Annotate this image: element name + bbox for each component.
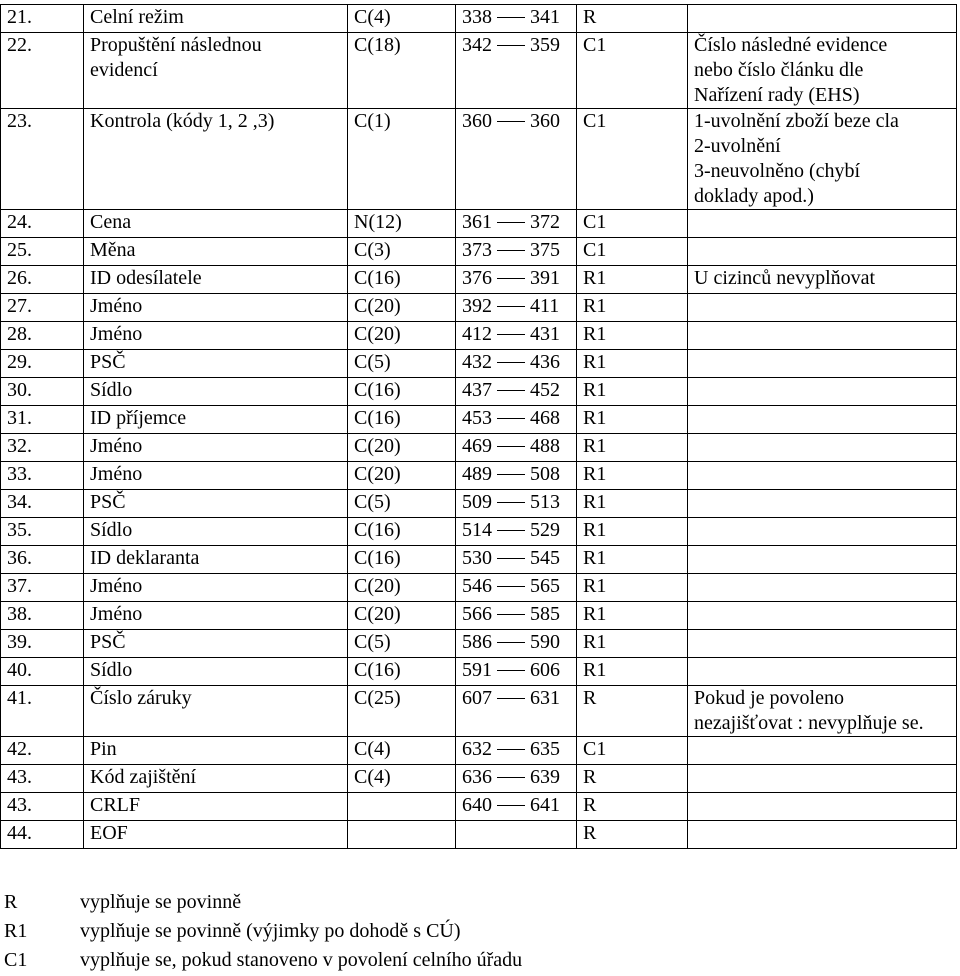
field-position: [456, 574, 577, 602]
field-requirement: R1: [577, 546, 688, 574]
field-note: [688, 294, 957, 322]
field-requirement: R: [577, 5, 688, 33]
field-type: C(3): [348, 238, 456, 266]
field-type: [348, 821, 456, 849]
position-from: 469: [462, 435, 492, 457]
field-number: 23.: [1, 109, 84, 210]
field-position: [456, 658, 577, 686]
field-note: [688, 658, 957, 686]
field-spec-table: [0, 4, 957, 849]
field-note: [688, 350, 957, 378]
field-position: [456, 546, 577, 574]
field-requirement: R1: [577, 490, 688, 518]
legend-item: [0, 888, 522, 917]
position-from: 412: [462, 323, 492, 345]
position-from: 376: [462, 267, 492, 289]
field-name: ID příjemce: [84, 406, 348, 434]
field-position: [456, 462, 577, 490]
position-dash: [497, 777, 525, 778]
table-row: [1, 793, 957, 821]
position-to: 508: [530, 463, 560, 485]
field-name: Jméno: [84, 434, 348, 462]
position-from: 392: [462, 295, 492, 317]
field-number: 33.: [1, 462, 84, 490]
position-dash: [497, 614, 525, 615]
field-number: 22.: [1, 33, 84, 109]
position-to: 359: [530, 34, 560, 56]
field-note: [688, 462, 957, 490]
position-from: 636: [462, 766, 492, 788]
position-to: 590: [530, 631, 560, 653]
position-to: 411: [530, 295, 560, 317]
field-name: Kontrola (kódy 1, 2 ,3): [84, 109, 348, 210]
table-row: [1, 266, 957, 294]
position-from: 514: [462, 519, 492, 541]
position-dash: [497, 530, 525, 531]
position-to: 513: [530, 491, 560, 513]
field-note: [688, 546, 957, 574]
field-requirement: R1: [577, 462, 688, 490]
field-number: 27.: [1, 294, 84, 322]
field-name: Cena: [84, 210, 348, 238]
field-number: 29.: [1, 350, 84, 378]
field-type: C(4): [348, 737, 456, 765]
field-name: ID deklaranta: [84, 546, 348, 574]
field-name: CRLF: [84, 793, 348, 821]
field-position: [456, 434, 577, 462]
position-dash: [497, 642, 525, 643]
field-type: C(1): [348, 109, 456, 210]
position-from: 566: [462, 603, 492, 625]
position-to: 436: [530, 351, 560, 373]
field-position: [456, 737, 577, 765]
field-number: 24.: [1, 210, 84, 238]
field-position: [456, 238, 577, 266]
field-type: C(20): [348, 294, 456, 322]
field-note: [688, 210, 957, 238]
field-position: [456, 406, 577, 434]
position-dash: [497, 250, 525, 251]
field-number: 43.: [1, 793, 84, 821]
position-to: 372: [530, 211, 560, 233]
field-name: ID odesílatele: [84, 266, 348, 294]
field-note: [688, 518, 957, 546]
field-position: [456, 765, 577, 793]
table-row: [1, 322, 957, 350]
field-number: 41.: [1, 686, 84, 737]
field-number: 37.: [1, 574, 84, 602]
position-dash: [497, 805, 525, 806]
field-requirement: R1: [577, 630, 688, 658]
field-position: [456, 5, 577, 33]
table-row: [1, 658, 957, 686]
field-note: [688, 602, 957, 630]
field-number: 28.: [1, 322, 84, 350]
field-note: [688, 490, 957, 518]
field-note: [688, 821, 957, 849]
position-from: 360: [462, 110, 492, 132]
field-number: 36.: [1, 546, 84, 574]
field-position: [456, 602, 577, 630]
table-row: [1, 518, 957, 546]
field-note: [688, 793, 957, 821]
position-from: 432: [462, 351, 492, 373]
field-number: 42.: [1, 737, 84, 765]
field-position: [456, 294, 577, 322]
position-dash: [497, 17, 525, 18]
table-row: [1, 210, 957, 238]
position-from: 342: [462, 34, 492, 56]
field-requirement: R1: [577, 574, 688, 602]
position-to: 431: [530, 323, 560, 345]
field-name: Sídlo: [84, 378, 348, 406]
position-to: 529: [530, 519, 560, 541]
field-number: 30.: [1, 378, 84, 406]
field-name: Pin: [84, 737, 348, 765]
field-name: Kód zajištění: [84, 765, 348, 793]
table-row: [1, 737, 957, 765]
field-note: [688, 574, 957, 602]
field-position: [456, 322, 577, 350]
position-dash: [497, 278, 525, 279]
field-requirement: R1: [577, 350, 688, 378]
field-requirement: R1: [577, 602, 688, 630]
table-row: [1, 109, 957, 210]
position-dash: [497, 502, 525, 503]
field-type: C(20): [348, 574, 456, 602]
field-position: [456, 350, 577, 378]
field-requirement: R1: [577, 406, 688, 434]
position-dash: [497, 306, 525, 307]
field-type: C(18): [348, 33, 456, 109]
position-from: 586: [462, 631, 492, 653]
field-position: [456, 266, 577, 294]
position-from: 546: [462, 575, 492, 597]
field-requirement: C1: [577, 737, 688, 765]
field-note: [688, 406, 957, 434]
table-row: [1, 490, 957, 518]
table-row: [1, 821, 957, 849]
field-name: Sídlo: [84, 658, 348, 686]
legend-text: vyplňuje se povinně: [80, 891, 242, 913]
field-type: C(25): [348, 686, 456, 737]
position-from: 640: [462, 794, 492, 816]
field-type: C(4): [348, 5, 456, 33]
position-from: 489: [462, 463, 492, 485]
field-name: EOF: [84, 821, 348, 849]
field-position: [456, 378, 577, 406]
table-row: [1, 434, 957, 462]
position-from: 591: [462, 659, 492, 681]
position-to: 341: [530, 6, 560, 28]
position-to: 631: [530, 687, 560, 709]
legend-text: vyplňuje se povinně (výjimky po dohodě s CÚ): [80, 920, 461, 942]
table-row: [1, 350, 957, 378]
field-requirement: C1: [577, 210, 688, 238]
position-to: 639: [530, 766, 560, 788]
field-note: [688, 322, 957, 350]
field-type: C(16): [348, 658, 456, 686]
field-requirement: R1: [577, 266, 688, 294]
field-type: C(20): [348, 602, 456, 630]
position-dash: [497, 390, 525, 391]
field-spec-body: [1, 5, 957, 849]
field-name: Jméno: [84, 602, 348, 630]
field-name: Sídlo: [84, 518, 348, 546]
position-to: 545: [530, 547, 560, 569]
field-number: 21.: [1, 5, 84, 33]
field-name: PSČ: [84, 630, 348, 658]
position-from: 338: [462, 6, 492, 28]
position-to: 468: [530, 407, 560, 429]
field-name: Jméno: [84, 294, 348, 322]
field-number: 26.: [1, 266, 84, 294]
legend-code: C1: [4, 949, 28, 971]
position-from: 607: [462, 687, 492, 709]
field-position: [456, 518, 577, 546]
position-from: 373: [462, 239, 492, 261]
field-position: [456, 33, 577, 109]
field-type: C(16): [348, 518, 456, 546]
position-to: 375: [530, 239, 560, 261]
field-note: Číslo následné evidence nebo číslo článku dle Nařízení rady (EHS): [688, 33, 957, 109]
field-position: [456, 821, 577, 849]
field-number: 44.: [1, 821, 84, 849]
field-type: N(12): [348, 210, 456, 238]
table-row: [1, 630, 957, 658]
position-dash: [497, 586, 525, 587]
field-number: 39.: [1, 630, 84, 658]
field-type: C(5): [348, 490, 456, 518]
field-requirement: C1: [577, 109, 688, 210]
position-to: 391: [530, 267, 560, 289]
field-name: Měna: [84, 238, 348, 266]
field-position: [456, 686, 577, 737]
field-requirement: R: [577, 821, 688, 849]
position-dash: [497, 334, 525, 335]
legend-item: [0, 917, 522, 946]
field-requirement: R1: [577, 294, 688, 322]
field-name: PSČ: [84, 490, 348, 518]
field-position: [456, 630, 577, 658]
field-type: C(16): [348, 378, 456, 406]
field-name: Jméno: [84, 462, 348, 490]
field-position: [456, 109, 577, 210]
field-type: C(20): [348, 462, 456, 490]
table-row: [1, 406, 957, 434]
table-row: [1, 378, 957, 406]
field-note: [688, 238, 957, 266]
field-type: C(5): [348, 630, 456, 658]
legend-item: [0, 946, 522, 975]
field-requirement: C1: [577, 33, 688, 109]
field-type: C(20): [348, 434, 456, 462]
field-type: C(5): [348, 350, 456, 378]
field-note: [688, 765, 957, 793]
field-requirement: R: [577, 793, 688, 821]
field-number: 31.: [1, 406, 84, 434]
field-position: [456, 210, 577, 238]
table-row: [1, 462, 957, 490]
field-number: 40.: [1, 658, 84, 686]
field-type: C(4): [348, 765, 456, 793]
field-position: [456, 793, 577, 821]
position-from: 509: [462, 491, 492, 513]
field-type: C(20): [348, 322, 456, 350]
position-dash: [497, 222, 525, 223]
field-note: [688, 434, 957, 462]
field-type: C(16): [348, 546, 456, 574]
field-requirement: R1: [577, 322, 688, 350]
field-name: PSČ: [84, 350, 348, 378]
position-to: 565: [530, 575, 560, 597]
field-name: Celní režim: [84, 5, 348, 33]
field-note: [688, 5, 957, 33]
field-type: [348, 793, 456, 821]
field-requirement: R: [577, 686, 688, 737]
field-position: [456, 490, 577, 518]
legend-text: vyplňuje se, pokud stanoveno v povolení celního úřadu: [80, 949, 523, 971]
field-note: 1-uvolnění zboží beze cla 2-uvolnění 3-neuvolněno (chybí doklady apod.): [688, 109, 957, 210]
position-dash: [497, 45, 525, 46]
field-number: 34.: [1, 490, 84, 518]
position-dash: [497, 446, 525, 447]
field-requirement: R1: [577, 518, 688, 546]
position-to: 641: [530, 794, 560, 816]
field-name: Propuštění následnou evidencí: [84, 33, 348, 109]
field-name: Jméno: [84, 574, 348, 602]
field-requirement: R1: [577, 378, 688, 406]
position-dash: [497, 474, 525, 475]
field-requirement: C1: [577, 238, 688, 266]
field-number: 35.: [1, 518, 84, 546]
field-note: [688, 630, 957, 658]
table-row: [1, 574, 957, 602]
position-from: 361: [462, 211, 492, 233]
position-dash: [497, 749, 525, 750]
field-type: C(16): [348, 266, 456, 294]
field-note: U cizinců nevyplňovat: [688, 266, 957, 294]
table-row: [1, 294, 957, 322]
position-dash: [497, 362, 525, 363]
legend-code: R: [4, 891, 18, 913]
table-row: [1, 5, 957, 33]
table-row: [1, 546, 957, 574]
field-requirement: R1: [577, 658, 688, 686]
field-note: [688, 737, 957, 765]
table-row: [1, 686, 957, 737]
position-to: 360: [530, 110, 560, 132]
table-row: [1, 238, 957, 266]
position-dash: [497, 418, 525, 419]
field-name: Jméno: [84, 322, 348, 350]
position-dash: [497, 670, 525, 671]
position-from: 453: [462, 407, 492, 429]
table-row: [1, 602, 957, 630]
field-number: 25.: [1, 238, 84, 266]
field-number: 32.: [1, 434, 84, 462]
field-requirement: R1: [577, 434, 688, 462]
field-number: 43.: [1, 765, 84, 793]
requirement-legend: [0, 888, 522, 975]
field-note: [688, 378, 957, 406]
table-row: [1, 765, 957, 793]
field-requirement: R: [577, 765, 688, 793]
position-dash: [497, 558, 525, 559]
field-number: 38.: [1, 602, 84, 630]
position-from: 632: [462, 738, 492, 760]
position-to: 585: [530, 603, 560, 625]
position-dash: [497, 121, 525, 122]
field-name: Číslo záruky: [84, 686, 348, 737]
table-row: [1, 33, 957, 109]
position-to: 635: [530, 738, 560, 760]
field-type: C(16): [348, 406, 456, 434]
position-to: 488: [530, 435, 560, 457]
legend-code: R1: [4, 920, 28, 942]
position-from: 530: [462, 547, 492, 569]
position-from: 437: [462, 379, 492, 401]
position-to: 452: [530, 379, 560, 401]
position-dash: [497, 698, 525, 699]
position-to: 606: [530, 659, 560, 681]
field-note: Pokud je povoleno nezajišťovat : nevyplňuje se.: [688, 686, 957, 737]
